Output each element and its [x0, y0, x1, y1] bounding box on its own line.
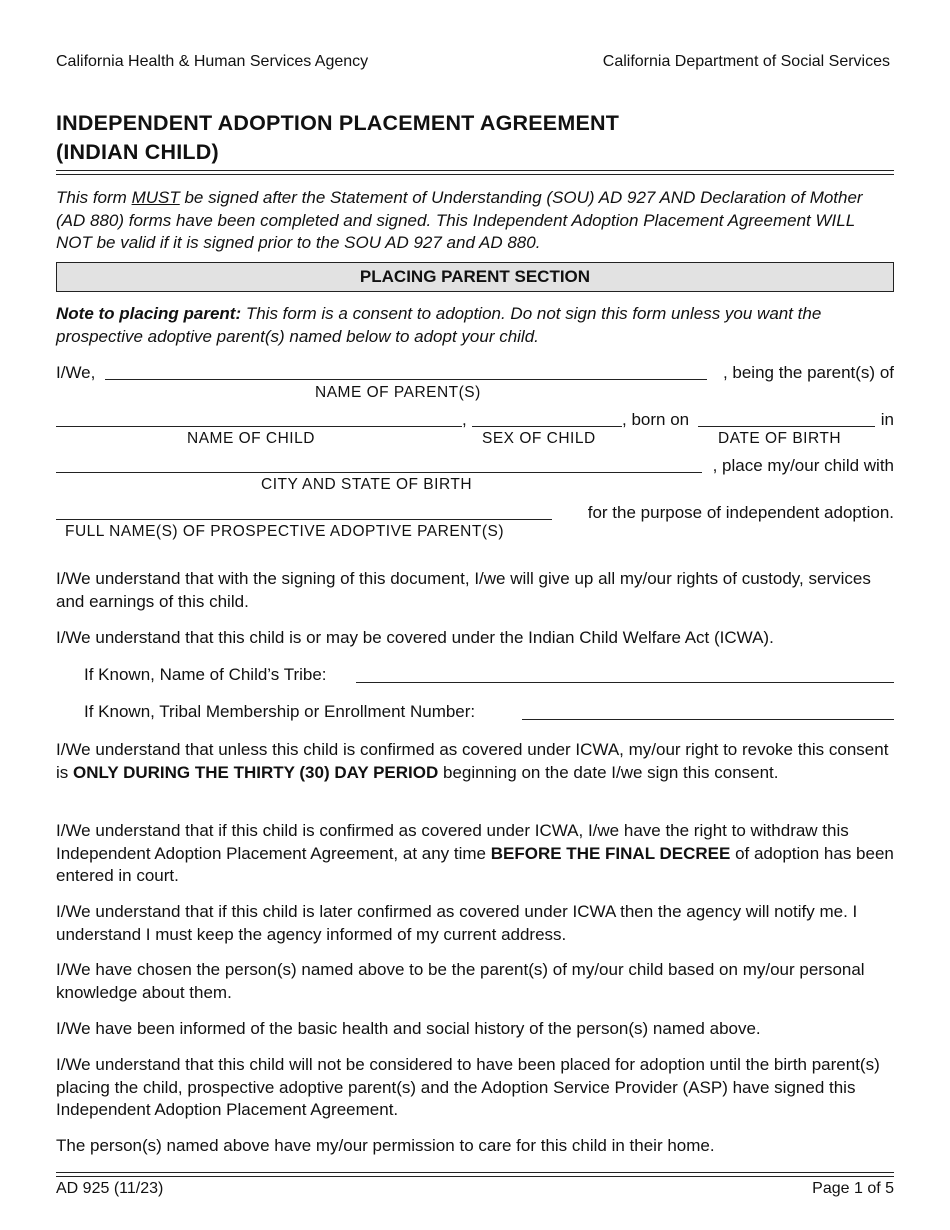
paragraph-revoke-consent — [56, 739, 894, 784]
city-state-of-birth-field[interactable] — [56, 472, 702, 473]
membership-number-field[interactable] — [522, 719, 894, 720]
paragraph-icwa-coverage: I/We understand that this child is or may be covered under the Indian Child Welfare Act (ICWA). — [56, 628, 774, 647]
field-row-adoptive-parents — [56, 502, 894, 524]
form-title-line1: INDEPENDENT ADOPTION PLACEMENT AGREEMENT — [56, 111, 620, 135]
purpose-text: for the purpose of independent adoption. — [587, 503, 894, 522]
revoke-text-bold: ONLY DURING THE THIRTY (30) DAY PERIOD — [73, 762, 439, 782]
city-state-of-birth-label: CITY AND STATE OF BIRTH — [261, 476, 473, 493]
revoke-text-a: I/We understand that unless this child is confirmed as covered under ICWA, my/our right to revoke this consent is — [56, 740, 889, 782]
date-of-birth-field[interactable] — [698, 426, 875, 427]
document-page — [56, 0, 894, 1230]
revoke-text-c: beginning on the date I/we sign this consent. — [438, 762, 779, 782]
parent-name-field[interactable] — [105, 379, 707, 380]
sex-of-child-label: SEX OF CHILD — [482, 430, 596, 447]
section-header-placing-parent: PLACING PARENT SECTION — [56, 262, 894, 292]
department-name: California Department of Social Services — [602, 53, 890, 70]
born-on-text: , born on — [622, 410, 690, 429]
withdraw-text-a: I/We understand that if this child is confirmed as covered under ICWA, I/we have the right to withdraw this Independent Adoption Placement Agreement, at any time — [56, 821, 849, 863]
paragraph-placement-conditions: I/We understand that this child will not be considered to have been placed for adoption until the birth parent(s) placing the child, prospective adoptive parent(s) and the Adoption Service Provider (ASP) have signed this Independent Adoption Placement Agreement. — [56, 1055, 880, 1119]
paragraph-health-history: I/We have been informed of the basic health and social history of the person(s) named above. — [56, 1019, 761, 1038]
withdraw-text-bold: BEFORE THE FINAL DECREE — [490, 843, 731, 863]
note-text: This form is a consent to adoption. Do not sign this form unless you want the prospective adoptive parent(s) named below to adopt your child. — [56, 304, 822, 346]
field-row-parent-name — [56, 362, 894, 384]
comma-text: , — [462, 410, 467, 429]
paragraph-give-up-rights: I/We understand that with the signing of this document, I/we will give up all my/our rights of custody, services and earnings of this child. — [56, 569, 871, 611]
form-id: AD 925 (11/23) — [56, 1180, 164, 1197]
form-title — [56, 109, 619, 167]
title-divider — [56, 170, 894, 175]
tribe-name-row — [84, 665, 894, 685]
page-number: Page 1 of 5 — [812, 1180, 894, 1197]
intro-paragraph — [56, 187, 894, 255]
being-parent-of-text: , being the parent(s) of — [722, 363, 894, 382]
tribe-name-field[interactable] — [356, 682, 894, 683]
child-name-field[interactable] — [56, 426, 462, 427]
intro-text-rest: be signed after the Statement of Understanding (SOU) AD 927 AND Declaration of Mother (AD 880) forms have been completed and signed. This Independent Adoption Placement Agreement WILL NOT be valid if it is signed prior to the SOU AD 927 and AD 880. — [56, 188, 863, 252]
date-of-birth-label: DATE OF BIRTH — [718, 430, 842, 447]
sex-of-child-field[interactable] — [472, 426, 622, 427]
note-label: Note to placing parent: — [56, 304, 242, 323]
footer-divider — [56, 1172, 894, 1177]
paragraph-permission-to-care: The person(s) named above have my/our permission to care for this child in their home. — [56, 1136, 715, 1155]
membership-number-label: If Known, Tribal Membership or Enrollment Number: — [84, 702, 476, 721]
intro-text-start: This form — [56, 188, 132, 207]
place-child-with-text: , place my/our child with — [712, 456, 894, 475]
field-row-child-info — [56, 409, 894, 431]
adoptive-parents-name-label: FULL NAME(S) OF PROSPECTIVE ADOPTIVE PARENT(S) — [65, 523, 504, 540]
field-row-birthplace — [56, 455, 894, 477]
intro-must: MUST — [131, 188, 180, 207]
paragraph-chosen-persons: I/We have chosen the person(s) named above to be the parent(s) of my/our child based on my/our personal knowledge about them. — [56, 960, 865, 1002]
membership-number-row — [84, 702, 894, 722]
withdraw-text-c: of adoption has been entered in court. — [56, 843, 894, 885]
parent-name-label: NAME OF PARENT(S) — [315, 384, 481, 401]
tribe-name-label: If Known, Name of Child’s Tribe: — [84, 665, 327, 684]
paragraph-agency-notify: I/We understand that if this child is later confirmed as covered under ICWA then the agency will notify me. I understand I must keep the agency informed of my current address. — [56, 902, 858, 944]
adoptive-parents-name-field[interactable] — [56, 519, 552, 520]
form-title-line2: (INDIAN CHILD) — [56, 140, 219, 164]
iwe-prefix: I/We, — [56, 363, 96, 382]
agency-name: California Health & Human Services Agency — [56, 53, 369, 70]
child-name-label: NAME OF CHILD — [187, 430, 315, 447]
paragraph-withdraw-agreement — [56, 820, 894, 888]
in-text: in — [880, 410, 894, 429]
note-to-placing-parent — [56, 303, 894, 348]
